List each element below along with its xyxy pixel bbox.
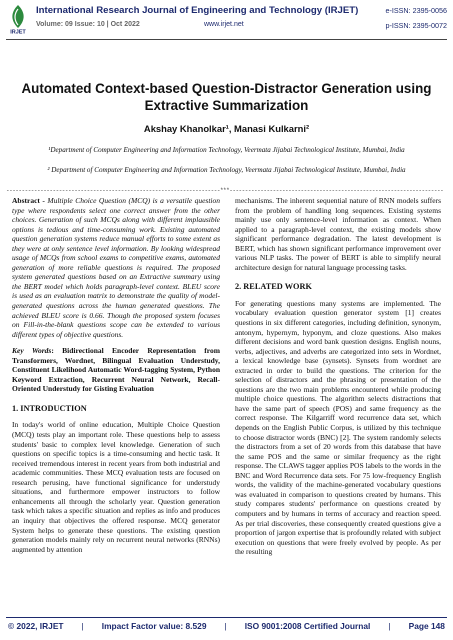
abstract-text: Multiple Choice Question (MCQ) is a versatile question type where respondents select one correct answer from the other choices. Generation of such MCQs along with different implausible options is tedious and time-consuming work. Existing automated question generation systems reduce manual efforts to some extent as they were at only sentence level information. By looking widespread usage of MCQs from school exams to competitive exams, automated generation of more reliable questions is required. The proposed system generated questions based on an Extractive summary using the BERT model which holds paragraph-level context. BLEU score is used as an evaluation matrix to demonstrate the quality of model-generated questions across the human generated questions. The achieved BLEU score is 0.66. Though the proposed system focuses on Fill-in-the-blank questions scope can be extended to various different types of objective questions. xyxy=(12,196,220,339)
logo-text: IRJET xyxy=(10,29,26,34)
keywords xyxy=(12,346,220,394)
footer-rule xyxy=(6,617,447,618)
pissn: p-ISSN: 2395-0072 xyxy=(385,21,447,30)
journal-title: International Research Journal of Engineering and Technology (IRJET) xyxy=(36,5,359,16)
introduction-continued: mechanisms. The inherent sequential nature of RNN models suffers from the problem of handling long sequences. Existing systems mainly use only sentence-level information as context. When applied to a paragraph-level context, the existing models show significant performance degradation. The latest development is BERT, which has shown significant performance improvement over various NLP tasks. The power of BERT is able to simplify neural architecture design for natural language processing tasks. xyxy=(235,196,441,272)
keywords-text: : Bidirectional Encoder Representation from Transformers, Wordnet, Bilingual Evaluation Understudy, Constituent Likelihood Automatic Word-tagging System, Python Keyword Extraction, Recurrent Neural Network, Recall-Oriented Understudy for Gisting Evaluation xyxy=(12,346,220,394)
footer-page-number: Page 148 xyxy=(408,621,445,631)
section-heading-introduction: 1. INTRODUCTION xyxy=(12,403,87,413)
left-column xyxy=(12,196,220,561)
journal-url[interactable]: www.irjet.net xyxy=(204,21,244,28)
journal-header xyxy=(6,4,447,38)
abstract-label: Abstract - xyxy=(12,196,45,205)
footer-divider: | xyxy=(81,621,84,631)
eissn: e-ISSN: 2395-0056 xyxy=(385,6,447,15)
paper-authors: Akshay Khanolkar¹, Manasi Kulkarni² xyxy=(143,123,310,134)
right-column xyxy=(235,196,441,564)
footer-iso: ISO 9001:2008 Certified Journal xyxy=(244,621,371,631)
abstract xyxy=(12,196,220,339)
page-footer xyxy=(8,621,445,631)
affiliation-2: ² Department of Computer Engineering and Information Technology, Veermata Jijabai Technological Institute, Mumbai, India xyxy=(47,166,406,174)
header-rule xyxy=(6,39,447,40)
keywords-label: Key Words xyxy=(12,346,52,356)
related-work-text: For generating questions many systems are implemented. The vocabulary evaluation question generator system [1] creates questions in six different categories, including definition, synonym, antonym, hypernym, hyponym, and cloze questions. Also makes different decisions and word bank question designs. English nouns, verbs, adjectives, and adverbs are categorized into sets in Wordnet, a lexical knowledge base (synsets). Synsets from wordnet are extracted in order to build the questions. The criterion for the selection of distractors and the phrasing or presentation of the questions are the two main problems encountered while producing multiple choice questions. The algorithm selects distractions that have the same part of speech (POS) and same frequency as the correct response. The Kilgarriff word recurrence data set, which depends on the English Public Corpus, is utilized by this technique to choose distractor words (BNC) [2]. The system randomly selects the distractors from a set of 20 words from this database that have the same POS and the same or similar frequency as the right response. The CLAWS tagger applies POS labels to the words in the BNC and Word Recurrence data sets. For 75 low-frequency English words, the validity of the machine-generated vocabulary questions was evaluated in comparison to questions created by humans. This study compares students' performance on questions created by computers and by humans in terms of accuracy and reaction speed. As per trial discoveries, these consequently created questions give a proportion of jargon expertise that is profoundly related with subject execution on questions that were freely evolved by people. As per the resulting xyxy=(235,298,441,557)
footer-divider: | xyxy=(224,621,227,631)
irjet-logo-icon xyxy=(6,4,30,34)
footer-divider: | xyxy=(388,621,391,631)
introduction-text: In today's world of online education, Multiple Choice Question (MCQ) tests play an important role. These questions help to assess students' basic to complex level knowledge. Generation of such questions on specific topics is a time-consuming and hectic task. It received tremendous interest in recent years from both industrial and academic communities. These MCQ evaluation tests are focused on research perusing, have functional significance for understudy situations, and furthermore empower instructors to follow enhancements all through the scholarly year. Question generation task which takes a specific situation and replies as info and produces an inquiry that objectives the offered response. MCQ generator System helps to generate these questions. The existing question generation models mainly rely on recurrent neural networks (RNNs) augmented by attention xyxy=(12,420,220,554)
volume-info: Volume: 09 Issue: 10 | Oct 2022 xyxy=(36,21,140,28)
affiliation-1: ¹Department of Computer Engineering and Information Technology, Veermata Jijabai Technological Institute, Mumbai, India xyxy=(48,146,405,154)
footer-copyright: © 2022, IRJET xyxy=(8,621,64,631)
section-heading-related-work: 2. RELATED WORK xyxy=(235,282,312,292)
paper-title: Automated Context-based Question-Distractor Generation using Extractive Summarization xyxy=(21,81,432,113)
section-separator: ---------------------------------------------------------------------***--------------------------------------------------------------------- xyxy=(6,187,444,194)
footer-impact-factor: Impact Factor value: 8.529 xyxy=(101,621,207,631)
